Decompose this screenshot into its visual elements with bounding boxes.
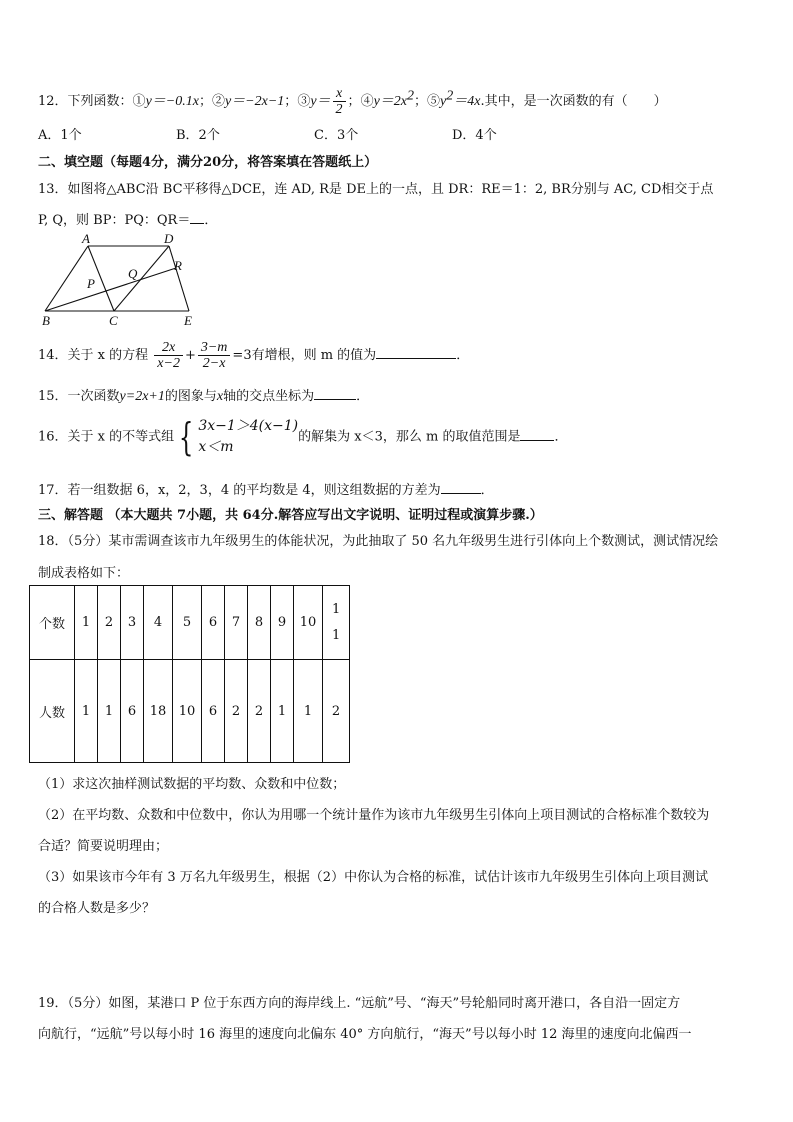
fraction-numerator: 2x: [154, 340, 183, 356]
table-cell: 7: [225, 586, 248, 660]
table-cell: 10: [294, 586, 323, 660]
q15-prefix: 15．一次函数: [38, 389, 120, 404]
q12-expr-4: y＝2x: [373, 94, 408, 109]
q12-mark-1: ①: [132, 94, 146, 109]
table-cell: 2: [323, 660, 350, 763]
q12-mark-2: ②: [211, 94, 225, 109]
q16-inequality-1: 3x−1＞4(x−1): [198, 418, 299, 434]
q12-expr-1: y＝−0.1x: [145, 94, 199, 109]
table-cell: 1: [294, 660, 323, 763]
q12-sep: ；: [347, 94, 361, 109]
q19-line1: 19．（5分）如图，某港口 P 位于东西方向的海岸线上. “远航”号、“海天”号轮船同时离开港口，各自沿一固定方: [38, 996, 681, 1011]
q16-inequality-2: x＜m: [198, 439, 234, 455]
answer-blank: [190, 212, 204, 224]
q13-line2: [38, 209, 217, 228]
table-cell: 2: [225, 660, 248, 763]
q18-sub2-line2: 合适？简要说明理由；: [38, 839, 169, 854]
table-cell: 3: [121, 586, 144, 660]
q12-expr-5b: ＝4x: [453, 94, 481, 109]
table-header-cell: 个数: [30, 586, 75, 660]
answer-blank: [520, 429, 554, 441]
fraction-numerator: x: [333, 86, 346, 102]
q16-prefix: 16．关于 x 的不等式组: [38, 429, 175, 445]
q14-prefix: 14．关于 x 的方程: [38, 348, 149, 363]
q17-line: [38, 479, 494, 498]
q12-mark-5: ⑤: [427, 94, 441, 109]
q18-line2: 制成表格如下：: [38, 566, 130, 581]
table-cell: 1: [75, 586, 98, 660]
table-cell: 10: [173, 660, 202, 763]
q18-line1: 18．（5分）某市需调查该市九年级男生的体能状况，为此抽取了 50 名九年级男生进行引体向上个数测试，测试情况绘: [38, 534, 719, 549]
q16-suffix: 的解集为 x＜3，那么 m 的取值范围是: [298, 429, 521, 445]
q14-end: ．: [456, 348, 470, 363]
table-cell: 18: [144, 660, 173, 763]
q18-sub3-line1: （3）如果该市今年有 3 万名九年级男生，根据（2）中你认为合格的标准，试估计该市九年级男生引体向上项目测试: [38, 870, 709, 885]
section3-title: 三、解答题 （本大题共 7小题，共 64分.解答应写出文字说明、证明过程或演算步骤.）: [38, 508, 543, 523]
q18-table: [29, 585, 350, 763]
label-a: A: [82, 231, 90, 246]
q12-prefix: 12．下列函数：: [38, 94, 133, 109]
table-cell: 5: [173, 586, 202, 660]
q12-choice-d: D．4个: [452, 128, 497, 143]
q12-expr-3-lhs: y＝: [310, 94, 331, 109]
q15-end: ．: [356, 389, 370, 404]
fraction-numerator: 3−m: [198, 340, 231, 356]
table-cell: [323, 586, 350, 660]
q18-sub1: （1）求这次抽样测试数据的平均数、众数和中位数；: [38, 777, 346, 792]
q16-line: [38, 416, 567, 458]
segment-br: [45, 268, 176, 311]
q12-choice-b: B．2个: [176, 128, 220, 143]
q12-choice-a: A．1个: [38, 128, 82, 143]
table-cell: 1: [98, 660, 121, 763]
q12-sep: ；: [198, 94, 212, 109]
answer-blank: [376, 347, 456, 359]
q14-line: [38, 340, 469, 371]
q16-brace: {: [178, 415, 194, 459]
q19-line2: 向航行，“远航”号以每小时 16 海里的速度向北偏东 40° 方向航行，“海天”号以每小时 12 海里的速度向北偏西一: [38, 1027, 692, 1042]
q12-sep: ；: [284, 94, 298, 109]
q14-fraction-2: [198, 340, 231, 371]
q12-choice-c: C．3个: [314, 128, 359, 143]
q15-middle: 的图象与: [164, 389, 217, 404]
q17-end: ．: [480, 483, 494, 498]
table-row-counts: [30, 586, 350, 660]
q18-sub2-line1: （2）在平均数、众数和中位数中，你认为用哪一个统计量作为该市九年级男生引体向上项目测试的合格标准个数较为: [38, 808, 710, 823]
q16-end: ．: [554, 429, 568, 445]
q16-system: [198, 416, 298, 458]
q12-mark-3: ③: [297, 94, 311, 109]
table-cell: 6: [202, 586, 225, 660]
label-d: D: [164, 231, 174, 246]
table-cell: 8: [248, 586, 271, 660]
q13-figure: [36, 231, 206, 331]
q12-expr-3-fraction: [333, 86, 346, 117]
q15-suffix: 轴的交点坐标为: [223, 389, 315, 404]
table-cell-text: 11: [332, 601, 341, 643]
table-row-people: [30, 660, 350, 763]
label-p: P: [87, 276, 95, 291]
label-b: B: [42, 313, 50, 328]
q18-sub3-line2: 的合格人数是多少？: [38, 901, 156, 916]
q12-line: [38, 86, 667, 117]
label-c: C: [109, 313, 118, 328]
table-header-cell: 人数: [30, 660, 75, 763]
q13-line2-end: ．: [204, 213, 218, 228]
table-cell: 2: [98, 586, 121, 660]
q12-expr-2: y＝−2x−1: [224, 94, 285, 109]
fraction-denominator: x−2: [157, 356, 180, 371]
label-q: Q: [128, 266, 138, 281]
segment-de: [169, 246, 189, 311]
fraction-denominator: 2−x: [202, 356, 226, 371]
segment-ab: [45, 246, 88, 311]
segment-dc: [114, 246, 169, 311]
table-cell: 6: [121, 660, 144, 763]
table-cell: 1: [75, 660, 98, 763]
label-r: R: [174, 258, 182, 273]
table-cell: 6: [202, 660, 225, 763]
q13-line2-text: P, Q，则 BP：PQ：QR＝: [38, 213, 191, 228]
table-cell: 2: [248, 660, 271, 763]
q14-middle: =3有增根，则 m 的值为: [232, 348, 377, 363]
answer-blank: [314, 388, 356, 400]
q13-line1: 13．如图将△ABC沿 BC平移得△DCE，连 AD, R是 DE上的一点，且 DR：RE＝1：2, BR分别与 AC, CD相交于点: [38, 182, 714, 197]
q15-expr: y=2x+1: [119, 389, 165, 404]
q12-mark-4: ④: [360, 94, 374, 109]
table-cell: 1: [271, 660, 294, 763]
q17-text: 17．若一组数据 6，x，2，3，4 的平均数是 4，则这组数据的方差为: [38, 483, 441, 498]
q12-expr-4-exp: 2: [407, 88, 415, 104]
q14-fraction-1: [154, 340, 183, 371]
q15-line: [38, 385, 369, 405]
q12-expr-5a: y: [440, 94, 447, 109]
label-e: E: [184, 313, 192, 328]
table-cell: 4: [144, 586, 173, 660]
q12-suffix: .其中，是一次函数的有（ ）: [480, 94, 667, 109]
answer-blank: [441, 482, 481, 494]
q15-var: x: [216, 389, 224, 404]
q12-expr-5-exp: 2: [446, 88, 454, 104]
q12-sep: ；: [414, 94, 428, 109]
table-cell: 9: [271, 586, 294, 660]
q14-plus: +: [184, 348, 196, 363]
fraction-denominator: 2: [335, 102, 343, 117]
section2-title: 二、填空题（每题4分，满分20分，将答案填在答题纸上）: [38, 155, 378, 170]
